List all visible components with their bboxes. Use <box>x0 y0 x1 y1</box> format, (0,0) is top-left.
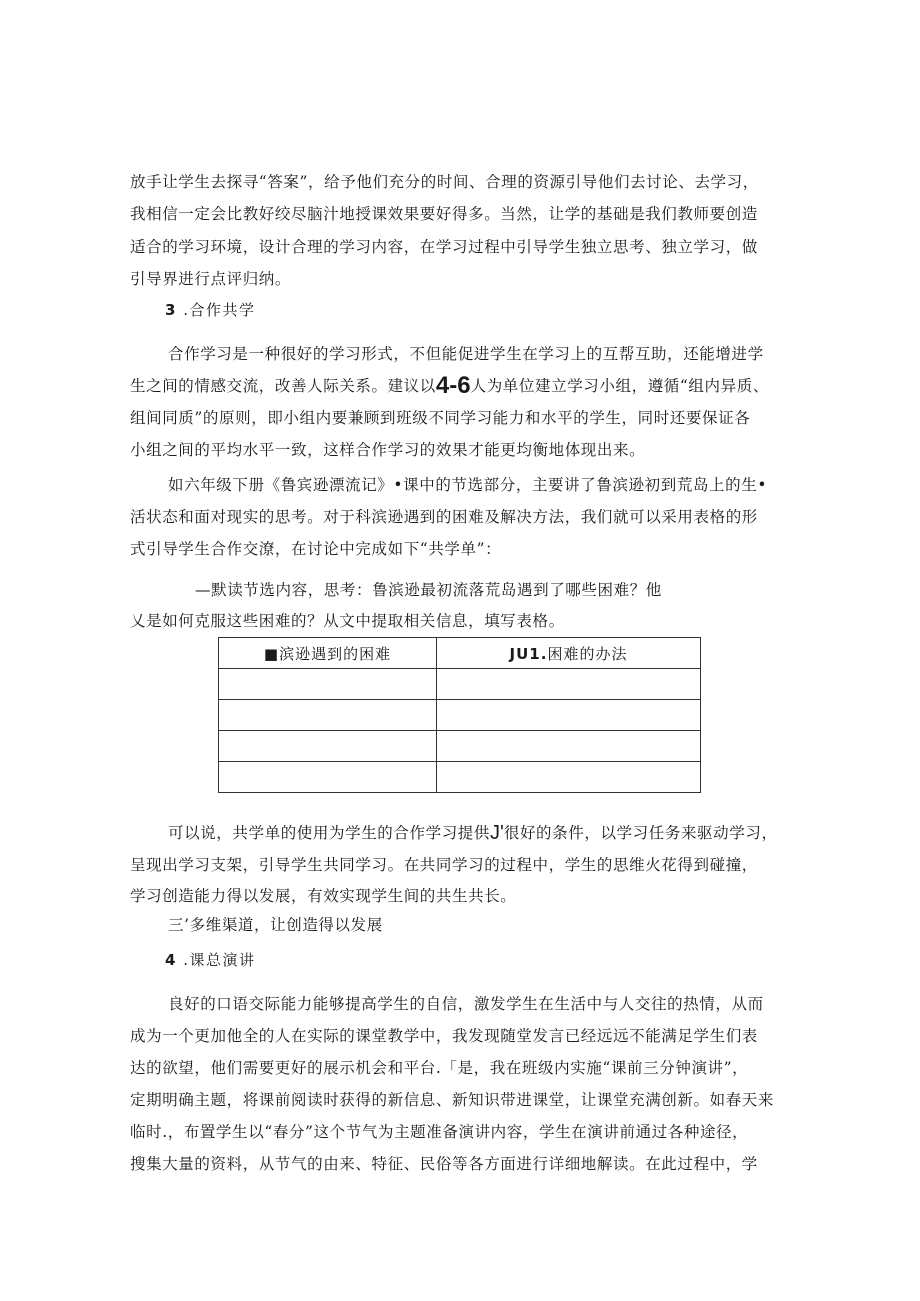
paragraph-1-line-3: 适合的学习环境，设计合理的学习内容，在学习过程中引导学生独立思考、独立学习，做 <box>130 238 758 256</box>
paragraph-2-line-3: 组间同质”的原则，即小组内要兼顾到班级不同学习能力和水平的学生，同时还要保证各 <box>130 409 751 427</box>
paragraph-2-line-2 <box>130 372 790 399</box>
table-cell[interactable] <box>219 669 437 700</box>
paragraph-4-ocr-glyph: J' <box>490 822 504 844</box>
table-cell[interactable] <box>437 700 701 731</box>
paragraph-2-line-1: 合作学习是一种很好的学习形式，不但能促进学生在学习上的互帮互助，还能增进学 <box>168 345 764 363</box>
table-header-row <box>219 638 701 669</box>
paragraph-2-line-2-a: 生之间的情感交流，改善人际关系。建议以 <box>130 377 436 395</box>
section-3-heading: 三’多维渠道，让创造得以发展 <box>168 916 383 934</box>
paragraph-1-line-4: 引导界进行点评归纳。 <box>130 270 292 288</box>
heading-4 <box>165 950 825 970</box>
table-cell[interactable] <box>437 669 701 700</box>
heading-4-text: .课总演讲 <box>176 951 256 969</box>
paragraph-4-line-1 <box>168 823 828 843</box>
heading-3-number: 3 <box>165 301 177 319</box>
paragraph-5-line-3: 达的欲望，他们需要更好的展示机会和平台.「是，我在班级内实施“课前三分钟演讲”， <box>130 1059 749 1077</box>
table-cell[interactable] <box>219 731 437 762</box>
heading-4-number: 4 <box>165 951 177 969</box>
paragraph-5-line-2: 成为一个更加他全的人在实际的课堂教学中，我发现随堂发言已经远远不能满足学生们表 <box>130 1027 758 1045</box>
table-row <box>219 762 701 793</box>
table-header-difficulties: ■滨逊遇到的困难 <box>219 638 437 669</box>
group-size-number: 4-6 <box>435 372 471 399</box>
paragraph-4-line-1-b: 很好的条件，以学习任务来驱动学习， <box>503 824 778 842</box>
table-cell[interactable] <box>437 731 701 762</box>
table-cell[interactable] <box>437 762 701 793</box>
paragraph-5-line-5: 临时.，布置学生以“春分”这个节气为主题准备演讲内容，学生在演讲前通过各种途径， <box>130 1123 749 1141</box>
paragraph-3-line-1: 如六年级下册《鲁宾逊漂流记》•课中的节选部分，主要讲了鲁滨逊初到荒岛上的生• <box>168 476 768 494</box>
task-line-2: 乂是如何克服这些困难的？从文中提取相关信息，填写表格。 <box>130 612 565 630</box>
paragraph-2-line-4: 小组之间的平均水平一致，这样合作学习的效果才能更均衡地体现出来。 <box>130 441 646 459</box>
heading-3-text: .合作共学 <box>176 301 256 319</box>
table-header-solutions-prefix: JU1. <box>509 644 548 663</box>
paragraph-4-line-1-a: 可以说，共学单的使用为学生的合作学习提供 <box>168 824 491 842</box>
table-row <box>219 669 701 700</box>
co-learning-table <box>218 637 701 793</box>
task-line-1: —默读节选内容，思考：鲁滨逊最初流落荒岛遇到了哪些困难？他 <box>195 581 662 599</box>
paragraph-3-line-2: 活状态和面对现实的思考。对于科滨逊遇到的困难及解决方法，我们就可以采用表格的形 <box>130 508 758 526</box>
table-row <box>219 700 701 731</box>
paragraph-2-line-2-b: 人为单位建立学习小组，遵循“组内异质、 <box>470 377 769 395</box>
paragraph-5-line-4: 定期明确主题，将课前阅读时获得的新信息、新知识带进课堂，让课堂充满创新。如春天来 <box>130 1091 775 1109</box>
paragraph-3-line-3: 式引导学生合作交潦，在讨论中完成如下“共学单”： <box>130 540 502 558</box>
paragraph-5-line-1: 良好的口语交际能力能够提高学生的自信，激发学生在生活中与人交往的热情，从而 <box>168 995 764 1013</box>
heading-3 <box>165 300 825 320</box>
paragraph-5-line-6: 搜集大量的资料，从节气的由来、特征、民俗等各方面进行详细地解读。在此过程中，学 <box>130 1155 758 1173</box>
paragraph-4-line-2: 呈现出学习支架，引导学生共同学习。在共同学习的过程中，学生的思维火花得到碰撞， <box>130 856 758 874</box>
paragraph-4-line-3: 学习创造能力得以发展，有效实现学生间的共生共长。 <box>130 887 517 905</box>
paragraph-1-line-2: 我相信一定会比教好绞尽脑汁地授课效果要好得多。当然，让学的基础是我们教师要创造 <box>130 205 758 223</box>
paragraph-1-line-1: 放手让学生去探寻“答案”，给予他们充分的时间、合理的资源引导他们去讨论、去学习， <box>130 173 759 191</box>
table-header-solutions <box>437 638 701 669</box>
table-cell[interactable] <box>219 762 437 793</box>
table-header-solutions-text: 困难的办法 <box>547 644 628 663</box>
table-row <box>219 731 701 762</box>
table-cell[interactable] <box>219 700 437 731</box>
